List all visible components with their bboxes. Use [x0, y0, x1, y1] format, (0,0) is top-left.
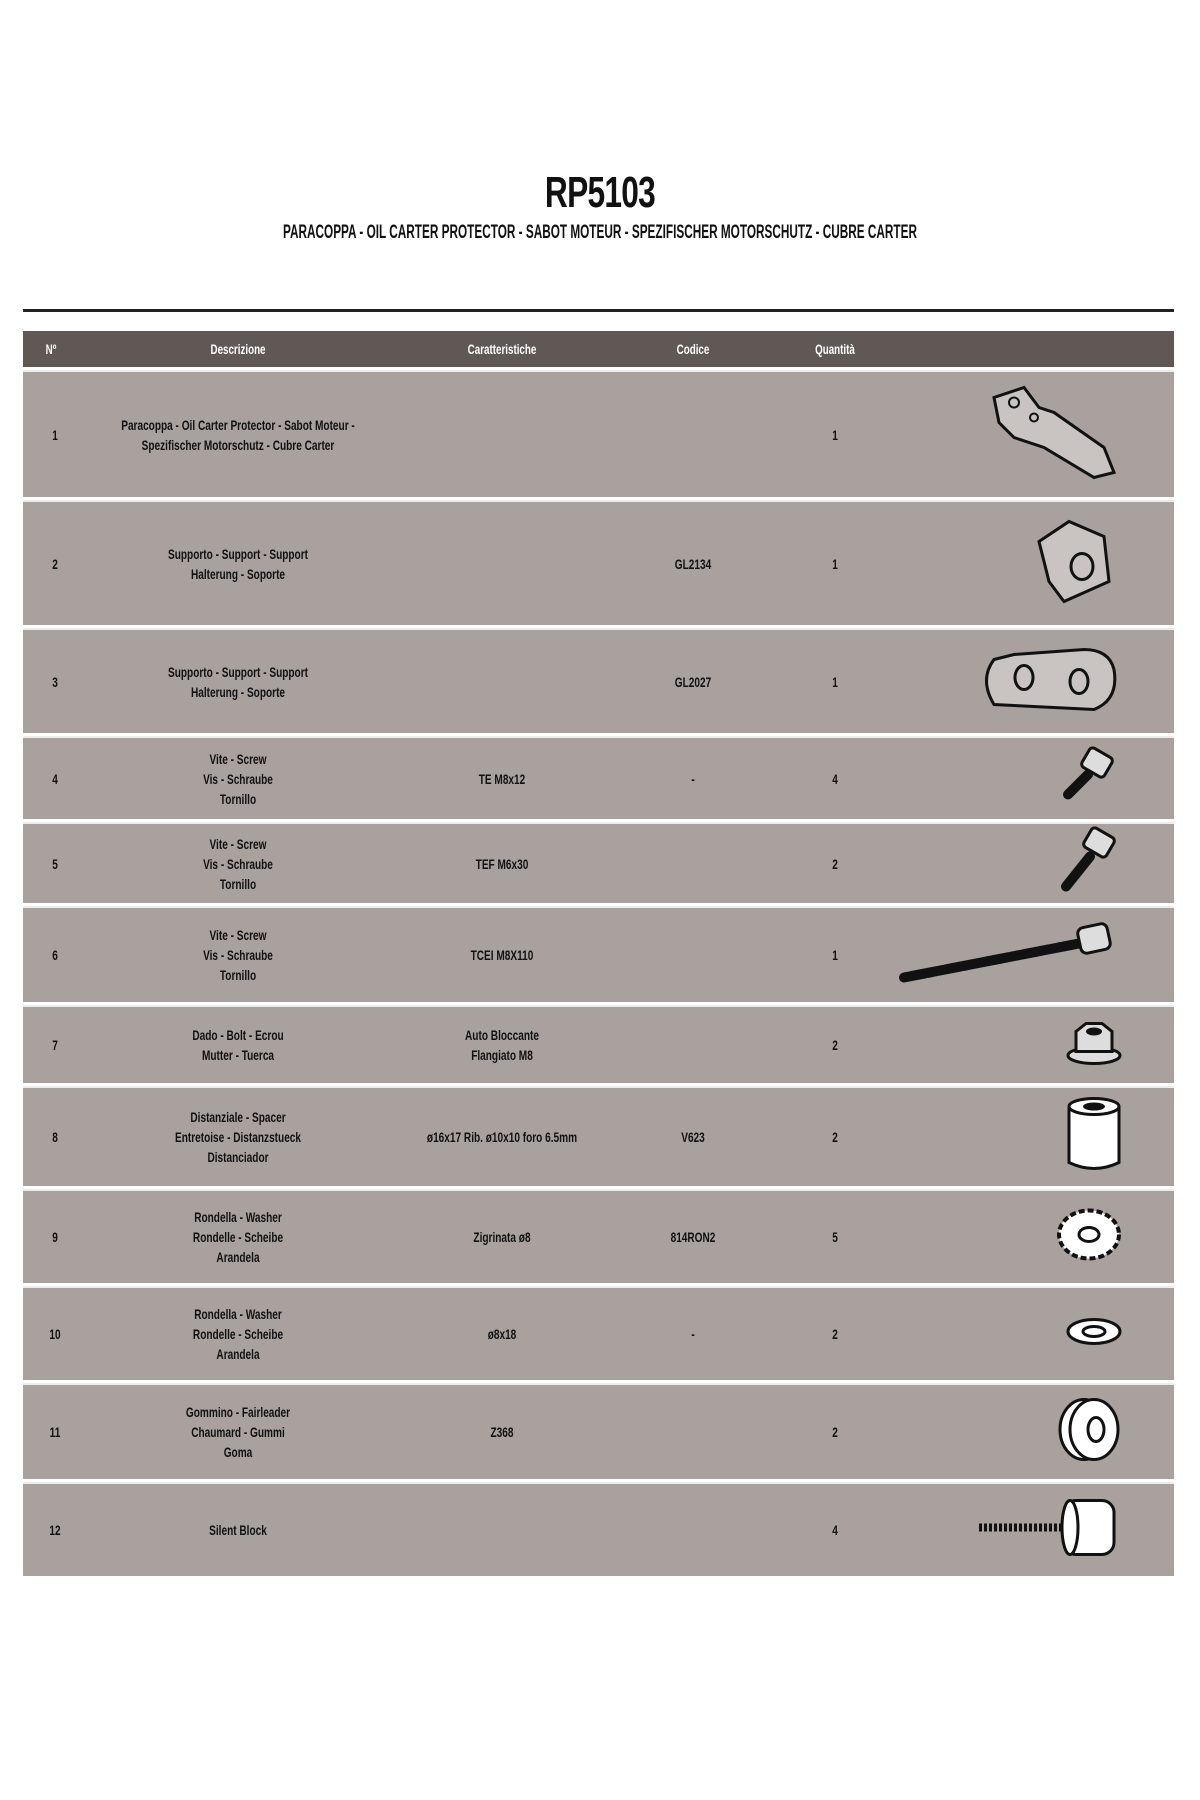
- rubber-grommet-icon: [1054, 1395, 1124, 1470]
- item-characteristics: Zigrinata ø8: [473, 1229, 531, 1245]
- washer-icon: [1064, 1314, 1124, 1355]
- item-description: Supporto - Support - Support Halterung - Soporte: [168, 663, 308, 700]
- item-quantity: 2: [832, 855, 838, 872]
- col-description: Descrizione: [210, 341, 266, 357]
- item-number: 12: [49, 1522, 61, 1538]
- item-number: 8: [52, 1129, 58, 1145]
- table-row: [23, 1005, 1174, 1083]
- table-row: [23, 628, 1174, 733]
- item-characteristics: TE M8x12: [478, 770, 526, 787]
- item-code: GL2134: [674, 555, 712, 572]
- col-number: Nº: [45, 341, 57, 357]
- protector-plate-icon: [984, 377, 1124, 492]
- item-description: Silent Block: [209, 1522, 267, 1538]
- table-row: [23, 822, 1174, 903]
- item-quantity: 2: [832, 1129, 838, 1145]
- item-quantity: 2: [832, 1424, 838, 1440]
- item-characteristics: Z368: [490, 1424, 514, 1440]
- item-quantity: 2: [832, 1037, 838, 1053]
- item-quantity: 2: [832, 1326, 838, 1342]
- item-description: Distanziale - Spacer Entretoise - Distanzstueck Distanciador: [174, 1109, 302, 1165]
- silent-block-icon: [974, 1493, 1124, 1568]
- parts-table: [23, 331, 1174, 1579]
- item-description: Supporto - Support - Support Halterung - Soporte: [168, 545, 308, 582]
- item-quantity: 5: [832, 1229, 838, 1245]
- item-number: 4: [52, 770, 58, 787]
- item-characteristics: ø8x18: [487, 1326, 517, 1342]
- spacer-icon: [1064, 1095, 1124, 1180]
- item-code: 814RON2: [670, 1229, 716, 1245]
- item-number: 5: [52, 855, 58, 872]
- item-quantity: 4: [832, 1522, 838, 1538]
- item-code: V623: [681, 1129, 705, 1145]
- table-header: [23, 331, 1174, 367]
- table-row: [23, 736, 1174, 819]
- table-row: [23, 906, 1174, 1002]
- bracket-double-icon: [974, 639, 1124, 724]
- item-code: GL2027: [674, 673, 712, 690]
- item-description: Rondella - Washer Rondelle - Scheibe Arandela: [192, 1209, 284, 1265]
- item-number: 9: [52, 1229, 58, 1245]
- table-row: [23, 370, 1174, 497]
- item-quantity: 1: [832, 426, 838, 443]
- table-row: [23, 1086, 1174, 1186]
- col-code: Codice: [676, 341, 710, 357]
- item-quantity: 1: [832, 673, 838, 690]
- item-description: Vite - Screw Vis - Schraube Tornillo: [203, 835, 273, 892]
- item-number: 6: [52, 947, 58, 963]
- short-screw-icon: [1054, 746, 1124, 811]
- table-row: [23, 1189, 1174, 1283]
- item-characteristics: ø16x17 Rib. ø10x10 foro 6.5mm: [426, 1129, 578, 1145]
- item-quantity: 4: [832, 770, 838, 787]
- item-characteristics: TEF M6x30: [475, 855, 529, 872]
- item-description: Paracoppa - Oil Carter Protector - Sabot Moteur - Spezifischer Motorschutz - Cubre Carter: [121, 416, 355, 453]
- col-characteristics: Caratteristiche: [467, 341, 537, 357]
- item-quantity: 1: [832, 555, 838, 572]
- product-code-title: RP5103: [544, 168, 656, 217]
- item-quantity: 1: [832, 947, 838, 963]
- long-bolt-icon: [894, 918, 1124, 993]
- item-code: -: [691, 770, 695, 787]
- bracket-icon: [1024, 511, 1124, 616]
- item-number: 2: [52, 555, 58, 572]
- col-quantity: Quantità: [815, 341, 855, 357]
- item-characteristics: Auto Bloccante Flangiato M8: [465, 1027, 539, 1063]
- item-code: -: [691, 1326, 695, 1342]
- item-description: Vite - Screw Vis - Schraube Tornillo: [203, 750, 273, 807]
- item-number: 3: [52, 673, 58, 690]
- item-number: 11: [49, 1424, 61, 1440]
- item-number: 10: [49, 1326, 61, 1342]
- nut-icon: [1064, 1018, 1124, 1073]
- screw-icon: [1054, 826, 1124, 901]
- table-row: [23, 500, 1174, 625]
- item-description: Dado - Bolt - Ecrou Mutter - Tuerca: [192, 1027, 284, 1063]
- serrated-washer-icon: [1054, 1205, 1124, 1270]
- item-characteristics: TCEI M8X110: [470, 947, 534, 963]
- item-description: Rondella - Washer Rondelle - Scheibe Arandela: [192, 1306, 284, 1362]
- table-row: [23, 1482, 1174, 1576]
- divider: [23, 309, 1174, 312]
- item-description: Vite - Screw Vis - Schraube Tornillo: [203, 927, 273, 983]
- item-number: 7: [52, 1037, 58, 1053]
- item-description: Gommino - Fairleader Chaumard - Gummi Goma: [185, 1404, 291, 1460]
- product-subtitle: PARACOPPA - OIL CARTER PROTECTOR - SABOT MOTEUR - SPEZIFISCHER MOTORSCHUTZ - CUBRE CARTER: [283, 222, 917, 243]
- table-row: [23, 1286, 1174, 1380]
- item-number: 1: [52, 426, 58, 443]
- table-row: [23, 1383, 1174, 1479]
